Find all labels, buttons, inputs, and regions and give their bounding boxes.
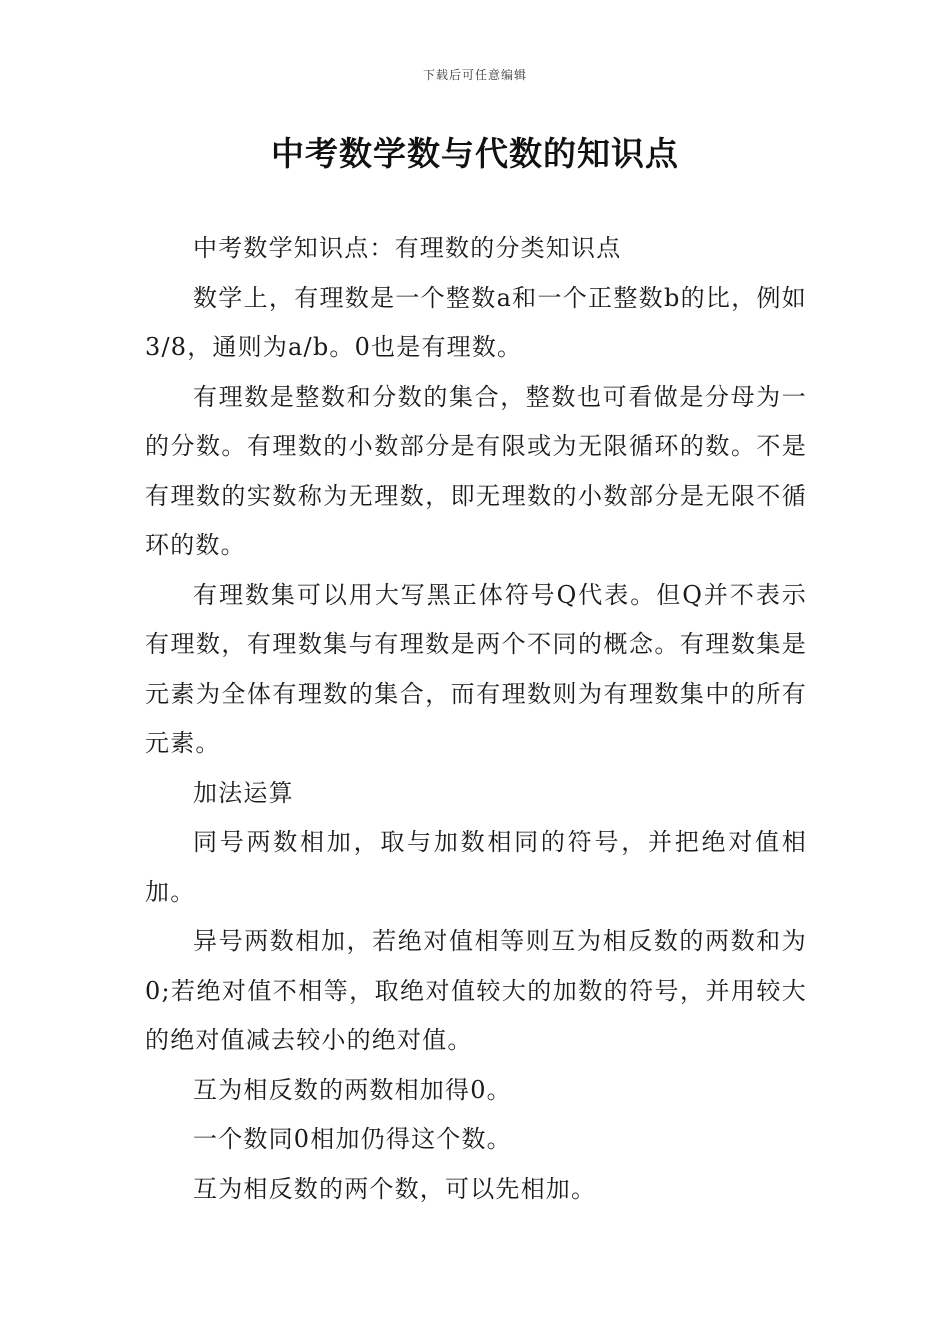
paragraph-section-heading: 中考数学知识点：有理数的分类知识点 bbox=[193, 234, 622, 262]
header-note: 下载后可任意编辑 bbox=[422, 68, 527, 82]
paragraph-same-sign: 同号两数相加，取与加数相同的符号，并把绝对值相加。 bbox=[145, 828, 807, 906]
paragraph-definition: 数学上，有理数是一个整数a和一个正整数b的比，例如3/8，通则为a/b。0也是有理数。 bbox=[145, 283, 807, 361]
paragraph-opposites-sum: 互为相反数的两数相加得0。 bbox=[193, 1075, 512, 1104]
document-title: 中考数学数与代数的知识点 bbox=[271, 134, 679, 173]
paragraph-set-q: 有理数集可以用大写黑正体符号Q代表。但Q并不表示有理数，有理数集与有理数是两个不同的概念。有理数集是元素为全体有理数的集合，而有理数则为有理数集中的所有元素。 bbox=[145, 580, 807, 757]
document-body bbox=[145, 224, 807, 1214]
paragraph-different-sign: 异号两数相加，若绝对值相等则互为相反数的两数和为0;若绝对值不相等，取绝对值较大的加数的符号，并用较大的绝对值减去较小的绝对值。 bbox=[145, 927, 807, 1054]
paragraph-add-zero: 一个数同0相加仍得这个数。 bbox=[193, 1125, 512, 1153]
paragraph-integers-fractions: 有理数是整数和分数的集合，整数也可看做是分母为一的分数。有理数的小数部分是有限或为无限循环的数。不是有理数的实数称为无理数，即无理数的小数部分是无限不循环的数。 bbox=[145, 382, 807, 559]
paragraph-opposites-first: 互为相反数的两个数，可以先相加。 bbox=[193, 1174, 597, 1203]
paragraph-addition-heading: 加法运算 bbox=[193, 778, 294, 807]
